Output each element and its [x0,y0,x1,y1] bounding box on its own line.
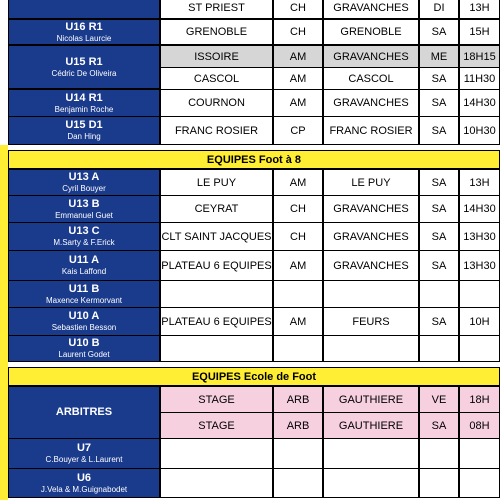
coach-name: Dan Hing [67,132,101,141]
day-cell: SA [419,195,459,223]
venue-cell: GRAVANCHES [323,222,419,251]
competition-cell [273,468,323,498]
time-cell: 10H30 [459,116,500,145]
competition-cell: AM [273,169,323,196]
competition-cell: AM [273,67,323,90]
table-row [0,222,500,251]
coach-name: Nicolas Laurcie [56,33,112,43]
time-cell: 13H30 [459,250,500,281]
competition-cell: AM [273,89,323,117]
venue-cell: GRAVANCHES [323,45,419,68]
day-cell: SA [419,19,459,45]
time-cell: 13H30 [459,222,500,251]
competition-cell: CH [273,195,323,223]
time-cell: 10H [459,307,500,336]
day-cell: SA [419,89,459,117]
venue-cell: LE PUY [323,169,419,196]
team-cell [8,386,160,439]
venue-cell: GAUTHIERE [323,412,419,439]
venue-cell: GRAVANCHES [323,89,419,117]
coach-name: Emmanuel Guet [55,210,113,220]
coach-name: Kais Laffond [61,267,107,276]
time-cell: 14H30 [459,89,500,117]
team-code: U14 R1 [65,91,103,104]
venue-cell: GRENOBLE [323,19,419,45]
table-row [0,19,500,45]
opponent-cell [160,335,273,362]
day-cell: SA [419,412,459,439]
coach-name: Maxence Kermorvant [45,295,123,305]
team-code: ARBITRES [55,406,113,418]
team-code: U15 D1 [65,119,103,131]
team-code: U6 [76,471,92,484]
time-cell [459,280,500,308]
table-row [0,280,500,308]
day-cell: VE [419,386,459,413]
team-cell [8,116,160,145]
time-cell: 15H [459,19,500,45]
opponent-cell: CLT SAINT JACQUES [160,222,273,251]
venue-cell: GRAVANCHES [323,0,419,19]
team-cell [8,307,160,336]
venue-cell [323,280,419,308]
coach-name: Sebastien Besson [51,323,117,332]
venue-cell [323,335,419,362]
day-cell: SA [419,250,459,281]
opponent-cell: ST PRIEST [160,0,273,19]
opponent-cell [160,438,273,469]
opponent-cell: GRENOBLE [160,19,273,45]
team-code: U10 B [68,337,100,349]
time-cell [459,468,500,498]
team-cell [8,250,160,281]
team-cell [8,0,160,19]
time-cell [459,438,500,469]
competition-cell: AM [273,45,323,68]
time-cell [459,335,500,362]
team-code: U7 [76,442,92,454]
coach-name: Laurent Godet [58,350,110,359]
venue-cell [323,468,419,498]
competition-cell: CP [273,116,323,145]
team-code: U16 R1 [65,20,103,33]
day-cell: SA [419,116,459,145]
table-row [0,438,500,469]
table-row [0,468,500,498]
team-code: U11 B [68,282,100,295]
venue-cell: FRANC ROSIER [323,116,419,145]
coach-name: C.Bouyer & L.Laurent [45,455,123,464]
opponent-cell: STAGE [160,412,273,439]
opponent-cell [160,280,273,308]
venue-cell: GRAVANCHES [323,195,419,223]
competition-cell: CH [273,222,323,251]
coach-name: J.Vela & M.Guignabodet [40,484,128,494]
team-cell [8,222,160,251]
team-cell [8,438,160,469]
opponent-cell: ISSOIRE [160,45,273,68]
coach-name: Cyril Bouyer [62,184,106,193]
competition-cell: ARB [273,386,323,413]
competition-cell: AM [273,250,323,281]
competition-cell: AM [273,307,323,336]
table-row [0,0,500,19]
competition-cell [273,438,323,469]
time-cell: 18H15 [459,45,500,68]
day-cell: ME [419,45,459,68]
table-row [0,169,500,196]
competition-cell: CH [273,19,323,45]
day-cell: SA [419,222,459,251]
team-cell [8,19,160,45]
opponent-cell: PLATEAU 6 EQUIPES [160,250,273,281]
table-row [0,250,500,281]
venue-cell: GRAVANCHES [323,250,419,281]
day-cell: SA [419,307,459,336]
opponent-cell: CEYRAT [160,195,273,223]
venue-cell: CASCOL [323,67,419,90]
table-row [0,195,500,223]
team-cell [8,169,160,196]
venue-cell: GAUTHIERE [323,386,419,413]
table-row [0,386,500,418]
competition-cell [273,280,323,308]
opponent-cell: COURNON [160,89,273,117]
opponent-cell: LE PUY [160,169,273,196]
coach-name: Benjamin Roche [54,104,114,114]
team-cell [8,280,160,308]
team-code: U13 B [68,197,100,210]
section-header-foot8: EQUIPES Foot à 8 [8,150,500,169]
venue-cell: FEURS [323,307,419,336]
team-code: U11 A [68,254,100,266]
opponent-cell [160,468,273,498]
section-header-ecole: EQUIPES Ecole de Foot [8,367,500,386]
day-cell [419,438,459,469]
team-code: U15 R1 [65,55,103,68]
team-cell [8,89,160,117]
team-cell [8,45,160,89]
day-cell: SA [419,67,459,90]
table-row [0,89,500,117]
opponent-cell: CASCOL [160,67,273,90]
team-code: U13 C [68,225,100,237]
table-row [0,45,500,78]
opponent-cell: PLATEAU 6 EQUIPES [160,307,273,336]
team-code: U13 A [68,171,100,183]
coach-name: M.Sarty & F.Erick [53,238,115,247]
table-row [0,116,500,145]
opponent-cell: STAGE [160,386,273,413]
time-cell: 14H30 [459,195,500,223]
day-cell [419,335,459,362]
team-cell [8,468,160,498]
competition-cell: ARB [273,412,323,439]
venue-cell [323,438,419,469]
time-cell: 13H [459,169,500,196]
time-cell: 11H30 [459,67,500,90]
coach-name: Cédric De Oliveira [51,68,117,78]
competition-cell [273,335,323,362]
table-row [0,307,500,336]
team-code: U10 A [68,310,100,322]
day-cell [419,280,459,308]
day-cell: DI [419,0,459,19]
competition-cell: CH [273,0,323,19]
day-cell [419,468,459,498]
opponent-cell: FRANC ROSIER [160,116,273,145]
day-cell: SA [419,169,459,196]
team-cell [8,335,160,362]
team-cell [8,195,160,223]
time-cell: 08H [459,412,500,439]
time-cell: 13H [459,0,500,19]
table-row [0,335,500,362]
time-cell: 18H [459,386,500,413]
